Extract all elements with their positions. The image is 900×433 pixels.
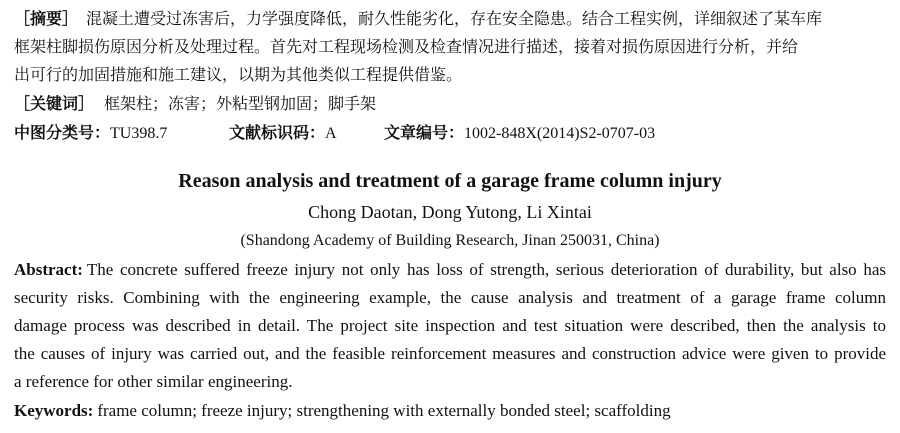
en-abstract-line-5: a reference for other similar engineering. (14, 372, 293, 391)
en-abstract-text-1: The concrete suffered freeze injury not only has loss of strength, serious deterioration of durability, but also has (86, 260, 886, 279)
doc-value: A (325, 125, 337, 142)
clc-value: TU398.7 (110, 125, 168, 142)
cn-keywords-text: 框架柱；冻害；外粘型钢加固；脚手架 (104, 94, 377, 113)
doc-label: 文献标识码： (229, 123, 326, 142)
cn-keywords-label: ［关键词］ (14, 94, 95, 113)
en-abstract-line-2: security risks. Combining with the engineering example, the cause analysis and treatment of a garage frame column (14, 288, 886, 307)
cn-abstract-text-1: 混凝土遭受过冻害后，力学强度降低，耐久性能劣化，存在安全隐患。结合工程实例，详细叙述了某车库 (86, 9, 823, 28)
authors: Chong Daotan, Dong Yutong, Li Xintai (308, 202, 592, 222)
en-keywords-label: Keywords: (14, 401, 94, 420)
en-keywords-text: frame column; freeze injury; strengthening with externally bonded steel; scaffolding (97, 401, 671, 420)
paper-title: Reason analysis and treatment of a garage frame column injury (178, 170, 722, 192)
doc-code (229, 122, 337, 145)
article-value: 1002-848X(2014)S2-0707-03 (464, 125, 656, 142)
cn-abstract-line-2: 框架柱脚损伤原因分析及处理过程。首先对工程现场检测及检查情况进行描述，接着对损伤原因进行分析，并给 (14, 37, 799, 56)
cn-abstract-label: ［摘要］ (14, 9, 79, 28)
clc-label: 中图分类号： (14, 123, 111, 142)
en-keywords (14, 400, 671, 422)
en-abstract-line-3: damage process was described in detail. The project site inspection and test situation were described, then the analysis to (14, 316, 886, 335)
article-number (384, 122, 655, 145)
cn-abstract-line-1 (14, 8, 886, 30)
classification-line (14, 122, 167, 145)
en-abstract-line-4: the causes of injury was carried out, and the feasible reinforcement measures and construction advice were given to provide (14, 344, 886, 363)
en-abstract-label: Abstract: (14, 260, 83, 279)
en-abstract-line-1 (14, 259, 886, 281)
affiliation: (Shandong Academy of Building Research, Jinan 250031, China) (240, 232, 660, 249)
cn-keywords (14, 93, 376, 115)
article-label: 文章编号： (384, 123, 465, 142)
cn-abstract-line-3: 出可行的加固措施和施工建议，以期为其他类似工程提供借鉴。 (14, 65, 463, 84)
